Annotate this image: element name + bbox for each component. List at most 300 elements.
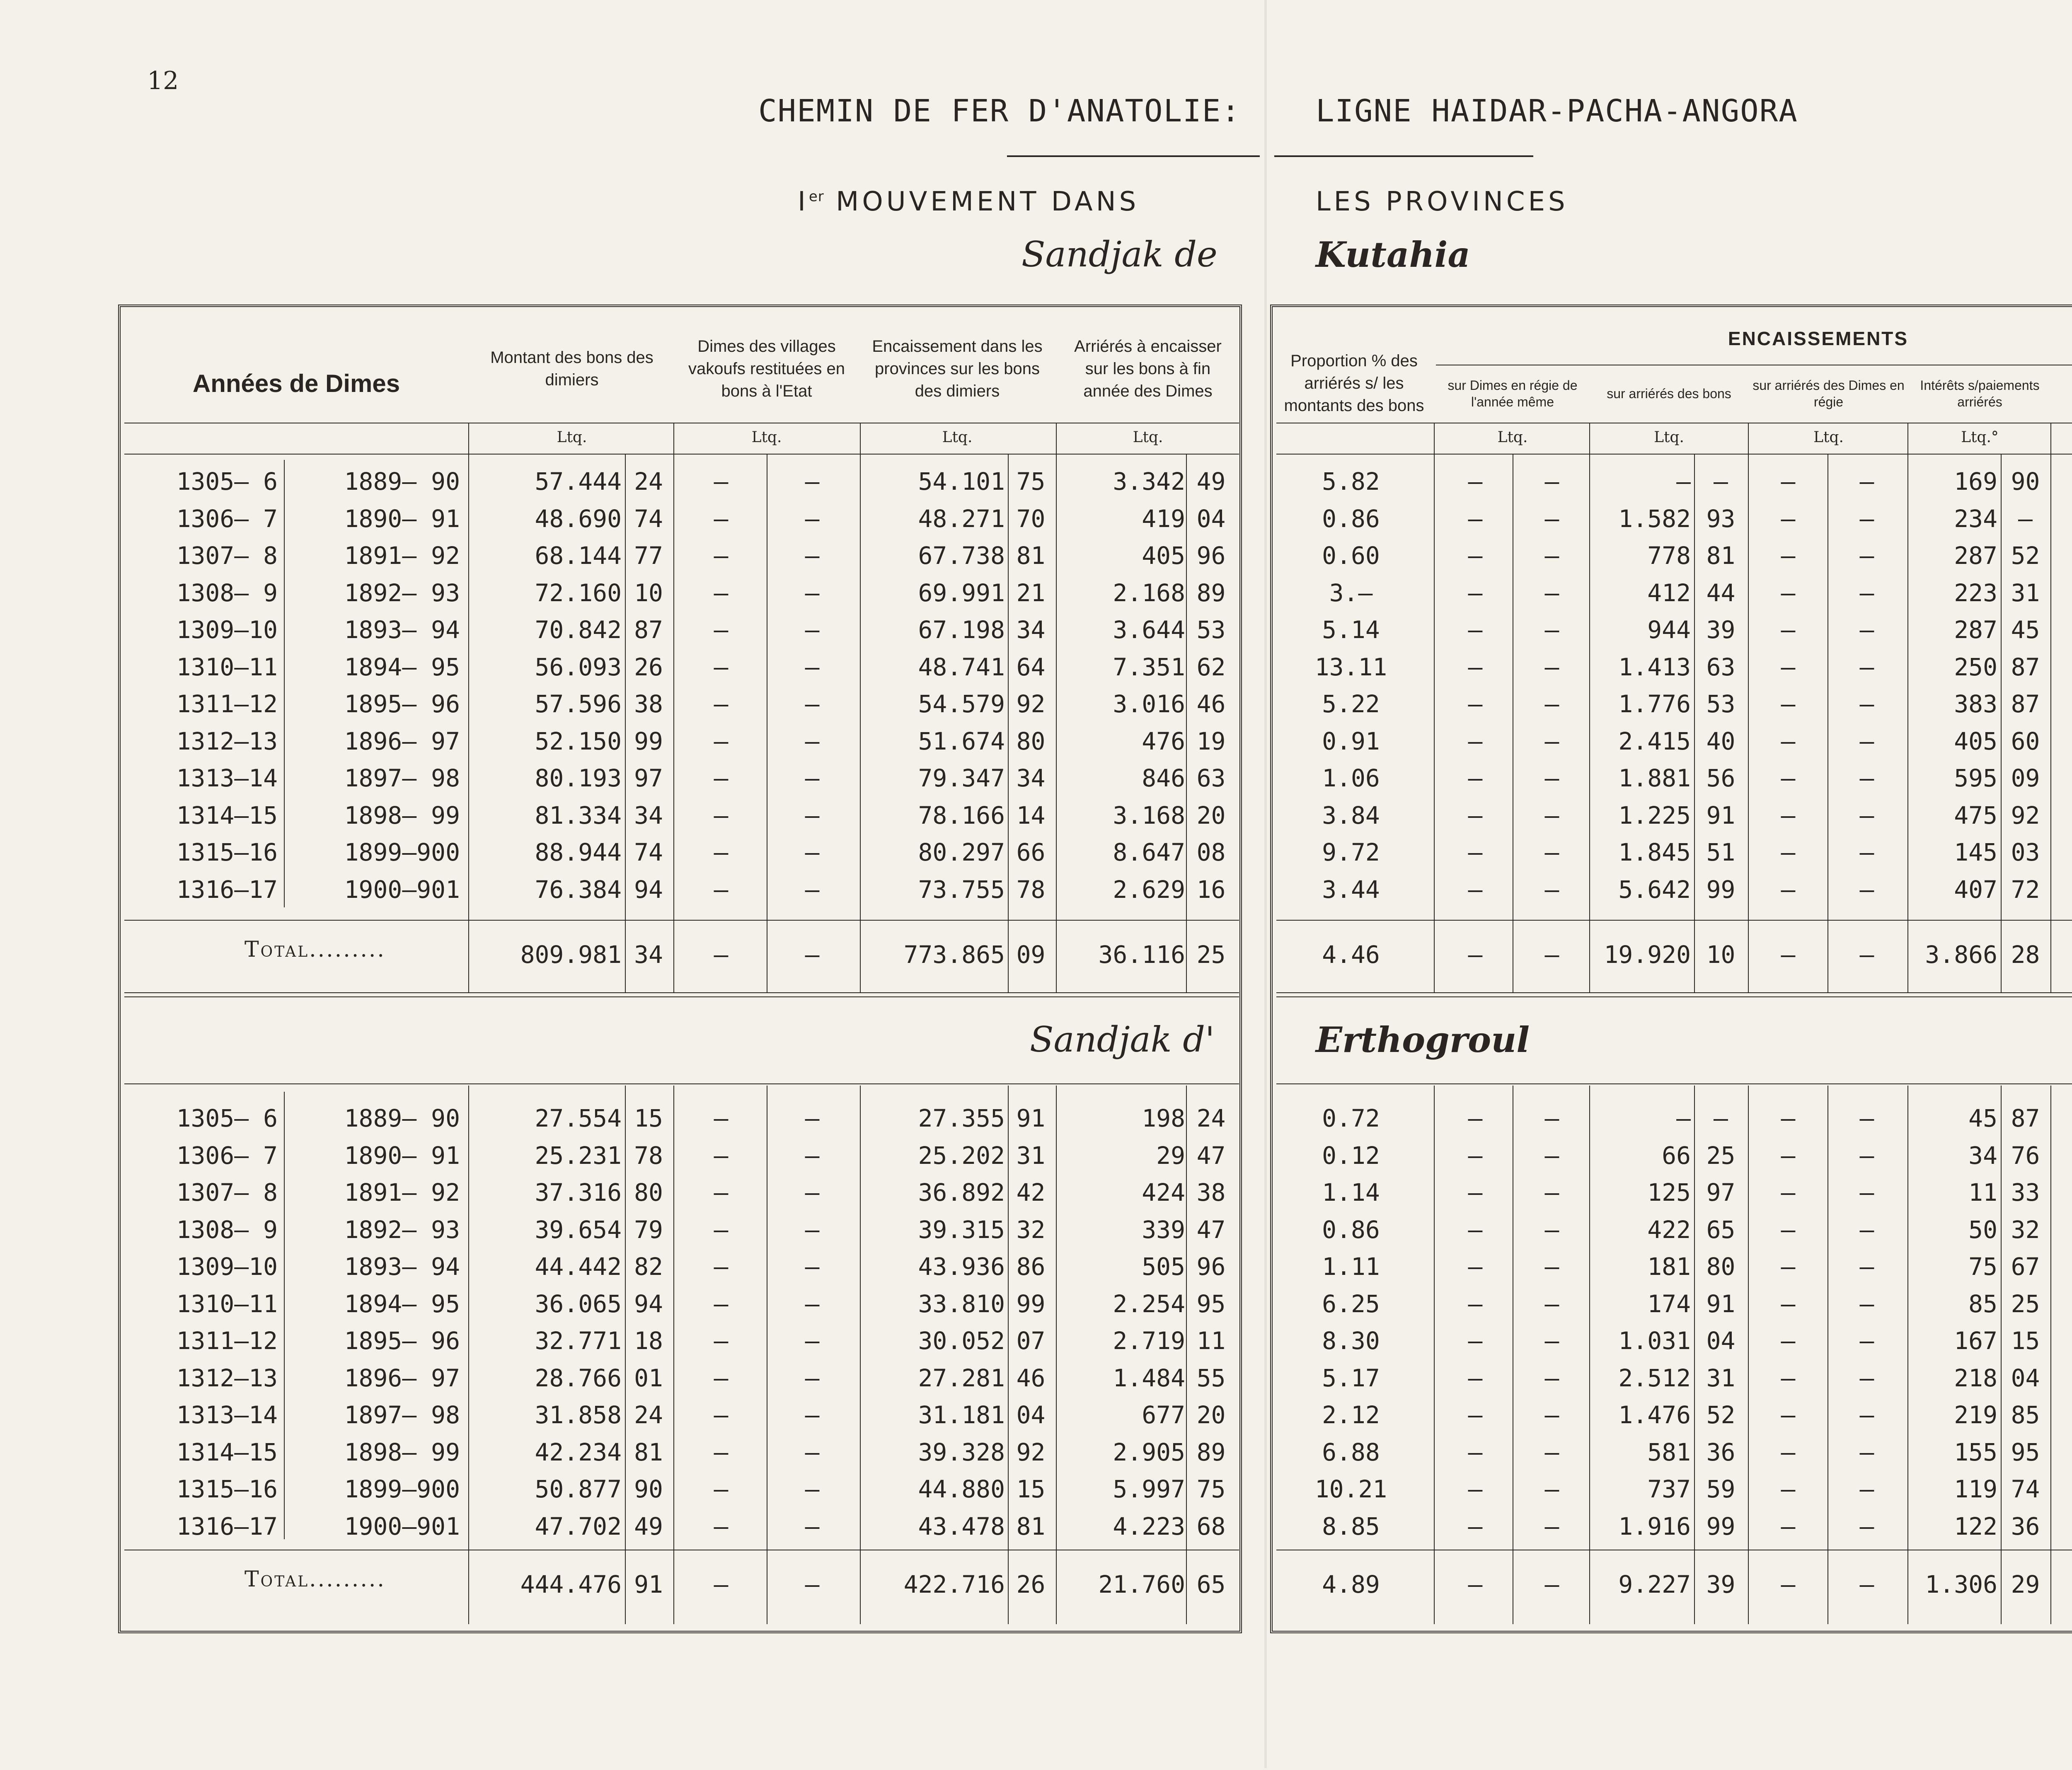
- unit-montant: Ltq.: [557, 429, 587, 446]
- proportion-value: 1.14: [1322, 1178, 1380, 1207]
- encaissement-cents: 31: [1016, 1141, 1046, 1170]
- sur-arrieres-dimes-value: —: [1781, 838, 1796, 866]
- column-rule: [860, 1086, 861, 1624]
- montant-cents: 34: [634, 801, 663, 829]
- encaissement-cents: 75: [1016, 467, 1046, 496]
- total-rule-left: [124, 920, 1239, 921]
- interets-value: 234: [1954, 505, 1997, 533]
- sur-arrieres-bons-cents: 93: [1706, 505, 1736, 533]
- sur-arrieres-dimes-cents: —: [1859, 1104, 1874, 1132]
- hegira-year: 1316—17: [176, 875, 278, 904]
- sur-arrieres-dimes-cents: —: [1859, 1178, 1874, 1207]
- arrieres-value: 8.647: [1113, 838, 1185, 866]
- total-sur-arrieres-dimes-cents: —: [1859, 1570, 1874, 1598]
- dimes-vakoufs-cents: —: [805, 653, 820, 681]
- column-rule: [1907, 1086, 1908, 1624]
- sur-dimes-regie-value: —: [1468, 727, 1483, 755]
- sur-dimes-regie-cents: —: [1544, 1327, 1559, 1355]
- encaissement-cents: 34: [1016, 764, 1046, 792]
- gregorian-year: 1889— 90: [344, 1104, 460, 1132]
- arrieres-cents: 96: [1196, 542, 1226, 570]
- montant-value: 47.702: [535, 1512, 622, 1540]
- sur-dimes-regie-value: —: [1468, 467, 1483, 496]
- montant-cents: 82: [634, 1253, 663, 1281]
- divers-value: [2053, 505, 2072, 533]
- proportion-value: 0.72: [1322, 1104, 1380, 1132]
- arrieres-cents: 62: [1196, 653, 1226, 681]
- sur-arrieres-bons-cents: 56: [1706, 764, 1736, 792]
- sur-arrieres-dimes-cents: —: [1859, 1290, 1874, 1318]
- section-label-left-2: Sandjak d': [1030, 1019, 1215, 1060]
- arrieres-cents: 20: [1196, 801, 1226, 829]
- encaissement-value: 39.315: [918, 1216, 1005, 1244]
- arrieres-cents: 47: [1196, 1141, 1226, 1170]
- hegira-year: 1306— 7: [176, 505, 278, 533]
- sur-dimes-regie-cents: —: [1544, 1290, 1559, 1318]
- sur-arrieres-bons-value: 66: [1662, 1141, 1691, 1170]
- hegira-year: 1314—15: [176, 1438, 278, 1466]
- divers-value: [2053, 1253, 2072, 1281]
- sur-arrieres-bons-value: 2.415: [1618, 727, 1691, 755]
- interets-value: 50: [1968, 1216, 1997, 1244]
- proportion-value: 2.12: [1322, 1401, 1380, 1429]
- sur-arrieres-dimes-value: —: [1781, 1178, 1796, 1207]
- interets-cents: 87: [2011, 1104, 2040, 1132]
- sur-dimes-regie-cents: —: [1544, 801, 1559, 829]
- table-frame-right: [1270, 305, 2072, 1633]
- dimes-vakoufs-cents: —: [805, 764, 820, 792]
- encaissement-cents: 21: [1016, 579, 1046, 607]
- gregorian-year: 1897— 98: [344, 764, 460, 792]
- sur-arrieres-dimes-value: —: [1781, 1104, 1796, 1132]
- total-montant-value: 809.981: [520, 941, 622, 969]
- total-encaissement-value: 773.865: [903, 941, 1005, 969]
- encaissement-value: 48.741: [918, 653, 1005, 681]
- sur-arrieres-dimes-value: —: [1781, 801, 1796, 829]
- arrieres-value: 405: [1142, 542, 1185, 570]
- sur-dimes-regie-cents: —: [1544, 764, 1559, 792]
- sur-arrieres-dimes-value: —: [1781, 875, 1796, 904]
- arrieres-cents: 08: [1196, 838, 1226, 866]
- total-sur-arrieres-bons-value: 19.920: [1604, 941, 1691, 969]
- sur-dimes-regie-value: —: [1468, 653, 1483, 681]
- gregorian-year: 1895— 96: [344, 1327, 460, 1355]
- interets-value: 287: [1954, 542, 1997, 570]
- sur-arrieres-dimes-cents: —: [1859, 616, 1874, 644]
- gregorian-year: 1891— 92: [344, 542, 460, 570]
- column-subrule: [1694, 454, 1695, 992]
- total-sur-arrieres-dimes-value: —: [1781, 1570, 1796, 1598]
- column-rule: [673, 423, 674, 992]
- encaissement-cents: 34: [1016, 616, 1046, 644]
- total-sur-arrieres-dimes-cents: —: [1859, 941, 1874, 969]
- encaissement-value: 43.936: [918, 1253, 1005, 1281]
- dimes-vakoufs-value: —: [714, 1104, 729, 1132]
- arrieres-cents: 49: [1196, 467, 1226, 496]
- gregorian-year: 1895— 96: [344, 690, 460, 718]
- arrieres-value: 1.484: [1113, 1364, 1185, 1392]
- page-gutter: [1264, 0, 1267, 1768]
- hegira-year: 1305— 6: [176, 467, 278, 496]
- dimes-vakoufs-value: —: [714, 764, 729, 792]
- dimes-vakoufs-cents: —: [805, 727, 820, 755]
- proportion-value: 6.25: [1322, 1290, 1380, 1318]
- column-rule: [1056, 1086, 1057, 1624]
- interets-value: 595: [1954, 764, 1997, 792]
- sur-dimes-regie-cents: —: [1544, 542, 1559, 570]
- section-label-right-2: Erthogroul: [1316, 1019, 1530, 1060]
- column-rule: [468, 423, 469, 992]
- sur-arrieres-bons-value: —: [1676, 1104, 1691, 1132]
- total-interets-value: 1.306: [1925, 1570, 1997, 1598]
- encaissement-cents: 70: [1016, 505, 1046, 533]
- proportion-value: 9.72: [1322, 838, 1380, 866]
- interets-cents: 76: [2011, 1141, 2040, 1170]
- column-subrule: [625, 454, 626, 992]
- total-proportion-value: 4.46: [1322, 941, 1380, 969]
- divers-value: [2053, 1401, 2072, 1429]
- arrieres-cents: 04: [1196, 505, 1226, 533]
- column-subrule: [625, 1086, 626, 1624]
- encaissement-value: 25.202: [918, 1141, 1005, 1170]
- year-separator-rule: [284, 460, 285, 907]
- col-header-proportion: Proportion % des arriérés s/ les montants des bons: [1284, 352, 1424, 415]
- interets-value: 155: [1954, 1438, 1997, 1466]
- arrieres-cents: 55: [1196, 1364, 1226, 1392]
- montant-cents: 74: [634, 838, 663, 866]
- sur-arrieres-bons-cents: 81: [1706, 542, 1736, 570]
- encaissement-cents: 92: [1016, 1438, 1046, 1466]
- montant-cents: 87: [634, 616, 663, 644]
- column-subrule: [1008, 1086, 1009, 1624]
- sur-arrieres-bons-value: 1.031: [1618, 1327, 1691, 1355]
- arrieres-value: 2.629: [1113, 875, 1185, 904]
- column-subrule: [1186, 454, 1187, 992]
- arrieres-value: 2.168: [1113, 579, 1185, 607]
- encaissement-cents: 04: [1016, 1401, 1046, 1429]
- dimes-vakoufs-value: —: [714, 1178, 729, 1207]
- total-sur-dimes-regie-cents: —: [1544, 941, 1559, 969]
- hegira-year: 1315—16: [176, 1475, 278, 1503]
- gregorian-year: 1893— 94: [344, 1253, 460, 1281]
- sur-arrieres-bons-cents: 63: [1706, 653, 1736, 681]
- sur-arrieres-dimes-value: —: [1781, 467, 1796, 496]
- column-rule: [1748, 423, 1749, 992]
- gregorian-year: 1896— 97: [344, 1364, 460, 1392]
- sur-dimes-regie-value: —: [1468, 579, 1483, 607]
- montant-cents: 94: [634, 1290, 663, 1318]
- sur-arrieres-dimes-value: —: [1781, 1290, 1796, 1318]
- dimes-vakoufs-value: —: [714, 1438, 729, 1466]
- sur-arrieres-bons-cents: 36: [1706, 1438, 1736, 1466]
- encaissement-cents: 81: [1016, 1512, 1046, 1540]
- dimes-vakoufs-value: —: [714, 505, 729, 533]
- dimes-vakoufs-cents: —: [805, 1216, 820, 1244]
- subtitle-right: LES PROVINCES: [1316, 186, 1569, 217]
- interets-cents: 87: [2011, 653, 2040, 681]
- sur-dimes-regie-value: —: [1468, 1364, 1483, 1392]
- divers-value: [2053, 1178, 2072, 1207]
- total-montant-cents: 91: [634, 1570, 663, 1598]
- montant-value: 70.842: [535, 616, 622, 644]
- proportion-value: 3.44: [1322, 875, 1380, 904]
- interets-cents: 36: [2011, 1512, 2040, 1540]
- arrieres-cents: 20: [1196, 1401, 1226, 1429]
- hegira-year: 1313—14: [176, 1401, 278, 1429]
- dimes-vakoufs-cents: —: [805, 801, 820, 829]
- arrieres-value: 424: [1142, 1178, 1185, 1207]
- col-header-sur-dimes-regie: sur Dimes en régie de l'année même: [1447, 378, 1578, 409]
- sur-dimes-regie-value: —: [1468, 1512, 1483, 1540]
- column-subrule: [1008, 454, 1009, 992]
- dimes-vakoufs-cents: —: [805, 1104, 820, 1132]
- column-subrule: [1694, 1086, 1695, 1624]
- interets-cents: 15: [2011, 1327, 2040, 1355]
- divers-value: [2053, 1141, 2072, 1170]
- encaissement-cents: 42: [1016, 1178, 1046, 1207]
- encaissement-cents: 78: [1016, 875, 1046, 904]
- montant-value: 44.442: [535, 1253, 622, 1281]
- sur-dimes-regie-cents: —: [1544, 616, 1559, 644]
- sur-arrieres-bons-value: 422: [1647, 1216, 1691, 1244]
- section-divider-left-top-2: [124, 996, 1239, 997]
- column-subrule: [2001, 454, 2002, 992]
- montant-value: 52.150: [535, 727, 622, 755]
- total-sur-dimes-regie-cents: —: [1544, 1570, 1559, 1598]
- arrieres-cents: 89: [1196, 1438, 1226, 1466]
- sur-arrieres-dimes-cents: —: [1859, 764, 1874, 792]
- montant-value: 68.144: [535, 542, 622, 570]
- sur-dimes-regie-cents: —: [1544, 1438, 1559, 1466]
- unit-interets: Ltq.°: [1961, 429, 1999, 446]
- sur-dimes-regie-cents: —: [1544, 1104, 1559, 1132]
- divers-value: [2053, 1104, 2072, 1132]
- column-rule: [1434, 1086, 1435, 1624]
- total-dimes-vakoufs-value: —: [714, 941, 729, 969]
- sur-arrieres-dimes-cents: —: [1859, 1438, 1874, 1466]
- column-rule: [1589, 423, 1590, 992]
- interets-value: 218: [1954, 1364, 1997, 1392]
- column-subrule: [2001, 1086, 2002, 1624]
- col-header-sur-arrieres-bons: sur arriérés des bons: [1607, 386, 1731, 401]
- montant-value: 27.554: [535, 1104, 622, 1132]
- encaissement-cents: 15: [1016, 1475, 1046, 1503]
- sur-dimes-regie-cents: —: [1544, 579, 1559, 607]
- proportion-value: 0.86: [1322, 1216, 1380, 1244]
- total-encaissement-cents: 09: [1016, 941, 1046, 969]
- encaissement-value: 30.052: [918, 1327, 1005, 1355]
- divers-value: [2053, 1216, 2072, 1244]
- arrieres-value: 7.351: [1113, 653, 1185, 681]
- sur-arrieres-bons-cents: —: [1714, 1104, 1728, 1132]
- year-separator-rule: [284, 1092, 285, 1539]
- dimes-vakoufs-value: —: [714, 653, 729, 681]
- arrieres-cents: 75: [1196, 1475, 1226, 1503]
- gregorian-year: 1890— 91: [344, 505, 460, 533]
- gregorian-year: 1892— 93: [344, 579, 460, 607]
- sur-arrieres-bons-cents: 40: [1706, 727, 1736, 755]
- sur-arrieres-dimes-cents: —: [1859, 542, 1874, 570]
- divers-value: [2053, 579, 2072, 607]
- sur-arrieres-bons-value: 125: [1647, 1178, 1691, 1207]
- hegira-year: 1307— 8: [176, 1178, 278, 1207]
- sur-arrieres-bons-cents: 59: [1706, 1475, 1736, 1503]
- sur-arrieres-dimes-value: —: [1781, 727, 1796, 755]
- unit-sur-dimes-regie: Ltq.: [1497, 429, 1528, 446]
- dimes-vakoufs-value: —: [714, 875, 729, 904]
- total-label: Total.........: [244, 937, 386, 962]
- sur-dimes-regie-cents: —: [1544, 1178, 1559, 1207]
- montant-cents: 81: [634, 1438, 663, 1466]
- encaissement-cents: 14: [1016, 801, 1046, 829]
- dimes-vakoufs-value: —: [714, 838, 729, 866]
- montant-cents: 26: [634, 653, 663, 681]
- sur-arrieres-dimes-value: —: [1781, 1364, 1796, 1392]
- total-sur-arrieres-dimes-value: —: [1781, 941, 1796, 969]
- col-header-montant: Montant des bons des dimiers: [490, 348, 654, 389]
- encaissement-value: 54.101: [918, 467, 1005, 496]
- interets-value: 119: [1954, 1475, 1997, 1503]
- sur-arrieres-dimes-value: —: [1781, 616, 1796, 644]
- sur-arrieres-dimes-cents: —: [1859, 875, 1874, 904]
- arrieres-value: 677: [1142, 1401, 1185, 1429]
- total-divers-value: [2053, 941, 2072, 969]
- sur-arrieres-bons-value: 1.582: [1618, 505, 1691, 533]
- montant-value: 25.231: [535, 1141, 622, 1170]
- sur-arrieres-dimes-cents: —: [1859, 1216, 1874, 1244]
- interets-value: 219: [1954, 1401, 1997, 1429]
- arrieres-cents: 38: [1196, 1178, 1226, 1207]
- dimes-vakoufs-cents: —: [805, 690, 820, 718]
- sur-dimes-regie-value: —: [1468, 1475, 1483, 1503]
- proportion-value: 0.86: [1322, 505, 1380, 533]
- proportion-value: 3.84: [1322, 801, 1380, 829]
- sur-arrieres-bons-cents: 65: [1706, 1216, 1736, 1244]
- montant-value: 50.877: [535, 1475, 622, 1503]
- arrieres-value: 3.168: [1113, 801, 1185, 829]
- sur-dimes-regie-value: —: [1468, 1438, 1483, 1466]
- column-rule: [1434, 423, 1435, 992]
- sur-arrieres-bons-cents: 97: [1706, 1178, 1736, 1207]
- dimes-vakoufs-cents: —: [805, 1475, 820, 1503]
- dimes-vakoufs-value: —: [714, 1290, 729, 1318]
- total-dimes-vakoufs-cents: —: [805, 1570, 820, 1598]
- table-frame-left: [118, 305, 1242, 1633]
- hegira-year: 1305— 6: [176, 1104, 278, 1132]
- dimes-vakoufs-value: —: [714, 467, 729, 496]
- section-divider-left-top: [124, 992, 1239, 993]
- encaissement-value: 78.166: [918, 801, 1005, 829]
- gregorian-year: 1891— 92: [344, 1178, 460, 1207]
- dimes-vakoufs-cents: —: [805, 542, 820, 570]
- sur-arrieres-bons-value: 5.642: [1618, 875, 1691, 904]
- sur-arrieres-dimes-cents: —: [1859, 505, 1874, 533]
- hegira-year: 1314—15: [176, 801, 278, 829]
- sur-arrieres-bons-cents: 51: [1706, 838, 1736, 866]
- hegira-year: 1312—13: [176, 1364, 278, 1392]
- encaissement-value: 27.355: [918, 1104, 1005, 1132]
- column-rule: [468, 1086, 469, 1624]
- encaissement-cents: 64: [1016, 653, 1046, 681]
- encaissement-value: 36.892: [918, 1178, 1005, 1207]
- dimes-vakoufs-cents: —: [805, 1141, 820, 1170]
- interets-cents: 85: [2011, 1401, 2040, 1429]
- arrieres-value: 198: [1142, 1104, 1185, 1132]
- total-sur-arrieres-bons-cents: 10: [1706, 941, 1736, 969]
- encaissement-value: 67.198: [918, 616, 1005, 644]
- arrieres-value: 29: [1156, 1141, 1185, 1170]
- dimes-vakoufs-value: —: [714, 616, 729, 644]
- hegira-year: 1306— 7: [176, 1141, 278, 1170]
- dimes-vakoufs-value: —: [714, 1327, 729, 1355]
- total-dimes-vakoufs-value: —: [714, 1570, 729, 1598]
- sur-arrieres-dimes-cents: —: [1859, 467, 1874, 496]
- gregorian-year: 1898— 99: [344, 801, 460, 829]
- title-rule-right: [1274, 155, 1533, 157]
- sur-arrieres-bons-cents: —: [1714, 467, 1728, 496]
- sur-arrieres-bons-value: 1.476: [1618, 1401, 1691, 1429]
- interets-cents: 74: [2011, 1475, 2040, 1503]
- sur-dimes-regie-value: —: [1468, 616, 1483, 644]
- proportion-value: 10.21: [1314, 1475, 1387, 1503]
- unit-encaissement: Ltq.: [942, 429, 973, 446]
- sur-arrieres-dimes-value: —: [1781, 1253, 1796, 1281]
- divers-value: [2053, 653, 2072, 681]
- sur-arrieres-dimes-value: —: [1781, 1216, 1796, 1244]
- sur-dimes-regie-value: —: [1468, 875, 1483, 904]
- montant-value: 42.234: [535, 1438, 622, 1466]
- sur-arrieres-bons-value: 1.845: [1618, 838, 1691, 866]
- total-encaissement-value: 422.716: [903, 1570, 1005, 1598]
- sur-arrieres-dimes-cents: —: [1859, 838, 1874, 866]
- encaissement-value: 67.738: [918, 542, 1005, 570]
- arrieres-cents: 89: [1196, 579, 1226, 607]
- divers-value: [2053, 727, 2072, 755]
- gregorian-year: 1889— 90: [344, 467, 460, 496]
- unit-divers: [2053, 429, 2072, 446]
- dimes-vakoufs-cents: —: [805, 616, 820, 644]
- sur-dimes-regie-value: —: [1468, 1401, 1483, 1429]
- gregorian-year: 1897— 98: [344, 1401, 460, 1429]
- hegira-year: 1307— 8: [176, 542, 278, 570]
- sur-dimes-regie-value: —: [1468, 1141, 1483, 1170]
- montant-cents: 10: [634, 579, 663, 607]
- interets-value: 250: [1954, 653, 1997, 681]
- montant-value: 57.596: [535, 690, 622, 718]
- interets-value: 383: [1954, 690, 1997, 718]
- sur-arrieres-bons-cents: 31: [1706, 1364, 1736, 1392]
- gregorian-year: 1894— 95: [344, 653, 460, 681]
- montant-cents: 97: [634, 764, 663, 792]
- proportion-value: 5.14: [1322, 616, 1380, 644]
- proportion-value: 5.82: [1322, 467, 1380, 496]
- interets-value: 85: [1968, 1290, 1997, 1318]
- unit-dimes-vakoufs: Ltq.: [751, 429, 782, 446]
- gregorian-year: 1899—900: [344, 838, 460, 866]
- column-rule: [673, 1086, 674, 1624]
- encaissement-value: 73.755: [918, 875, 1005, 904]
- total-montant-value: 444.476: [520, 1570, 622, 1598]
- dimes-vakoufs-value: —: [714, 1141, 729, 1170]
- total-montant-cents: 34: [634, 941, 663, 969]
- sur-arrieres-dimes-value: —: [1781, 1327, 1796, 1355]
- arrieres-cents: 46: [1196, 690, 1226, 718]
- sur-arrieres-dimes-cents: —: [1859, 1141, 1874, 1170]
- divers-value: [2053, 467, 2072, 496]
- montant-cents: 01: [634, 1364, 663, 1392]
- encaissement-value: 80.297: [918, 838, 1005, 866]
- interets-value: 145: [1954, 838, 1997, 866]
